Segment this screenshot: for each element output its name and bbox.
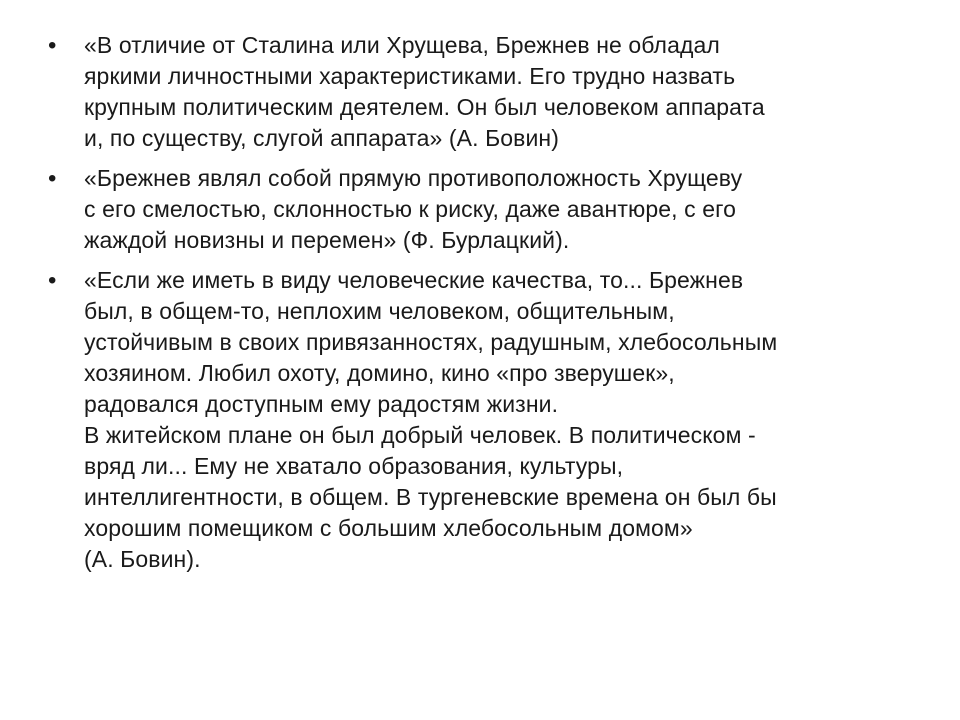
text-line: «В отличие от Сталина или Хрущева, Брежнев не обладал	[84, 32, 720, 58]
quote-text	[84, 163, 898, 256]
quote-text	[84, 30, 898, 154]
bullet-icon: •	[48, 32, 57, 59]
bullet-icon: •	[48, 165, 57, 192]
text-line: был, в общем-то, неплохим человеком, общительным,	[84, 298, 675, 324]
bullet-list	[48, 30, 898, 584]
text-line: хорошим помещиком с большим хлебосольным домом»	[84, 515, 693, 541]
text-line: устойчивым в своих привязанностях, радушным, хлебосольным	[84, 329, 778, 355]
bullet-item-bovin-2	[48, 265, 898, 575]
text-line: жаждой новизны и перемен» (Ф. Бурлацкий).	[84, 227, 570, 253]
text-line: В житейском плане он был добрый человек. В политическом -	[84, 422, 756, 448]
text-line: яркими личностными характеристиками. Его трудно назвать	[84, 63, 736, 89]
text-line: крупным политическим деятелем. Он был человеком аппарата	[84, 94, 765, 120]
text-line: «Брежнев являл собой прямую противоположность Хрущеву	[84, 165, 743, 191]
quote-text	[84, 265, 898, 575]
bullet-icon: •	[48, 267, 57, 294]
text-line: радовался доступным ему радостям жизни.	[84, 391, 559, 417]
bullet-item-bovin-1	[48, 30, 898, 154]
text-line: «Если же иметь в виду человеческие качества, то... Брежнев	[84, 267, 744, 293]
text-line: с его смелостью, склонностью к риску, даже авантюре, с его	[84, 196, 736, 222]
bullet-item-burlatsky	[48, 163, 898, 256]
text-line: вряд ли... Ему не хватало образования, культуры,	[84, 453, 624, 479]
text-line: и, по существу, слугой аппарата» (А. Бовин)	[84, 125, 559, 151]
text-line: (А. Бовин).	[84, 546, 201, 572]
text-line: интеллигентности, в общем. В тургеневские времена он был бы	[84, 484, 777, 510]
text-line: хозяином. Любил охоту, домино, кино «про зверушек»,	[84, 360, 675, 386]
